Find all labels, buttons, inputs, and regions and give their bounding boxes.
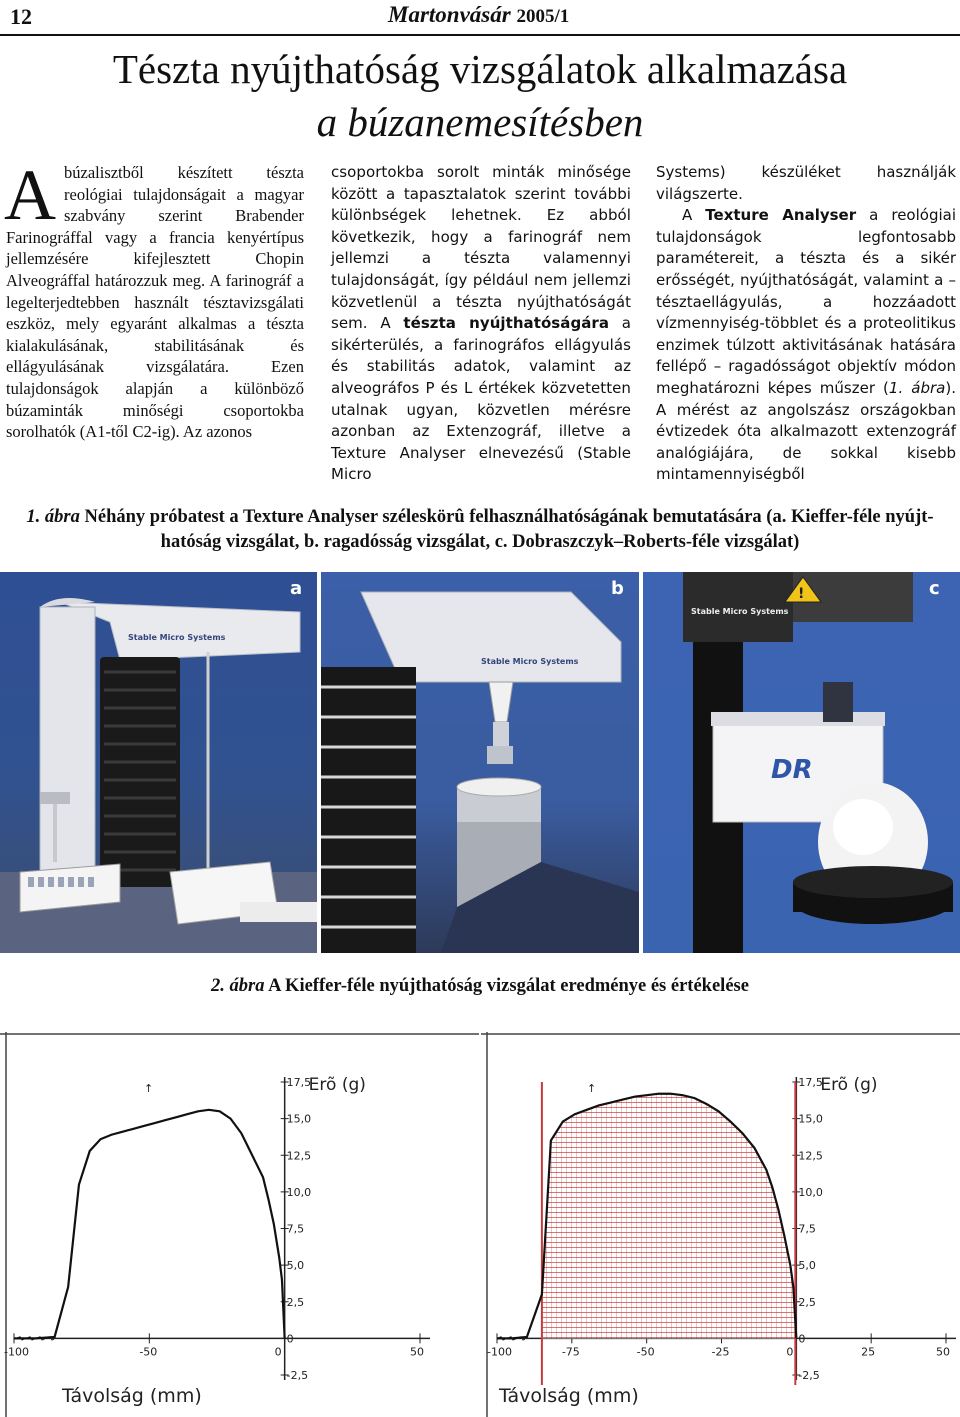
y-tick-label: 10,0 [798, 1185, 823, 1199]
col3-text-3: ). A mérést az angolszász országokban évtizedek óta alkalmazott extenzográf analógiájára, de sokkal kisebb mintamennyiségből [656, 378, 956, 484]
body-column-3 [656, 162, 956, 486]
chart-left-svg [0, 1032, 479, 1417]
chart-left [0, 1032, 479, 1417]
x-tick-label: -50 [139, 1345, 158, 1359]
y-axis-label: Erõ (g) [820, 1075, 878, 1095]
col3-paragraph-1: Systems) készüléket használják világszerte. [656, 163, 956, 203]
col2-text-1: csoportokba sorolt minták minősége között a tapasztalatok szerint további különbségek lehetnek. Ez abból következik, hogy a farinográf nem jellemzi a tészta valamennyi tulajdonságát, így például nem jellemzi közvetlenül a tészta nyújthatóságát sem. A [331, 163, 631, 333]
photo-a-label: a [290, 578, 303, 599]
article-title-line1: Tészta nyújthatóság vizsgálatok alkalmazása [112, 46, 848, 92]
x-tick-label: 50 [936, 1345, 950, 1359]
peak-marker: ↑ [587, 1082, 597, 1095]
col3-paragraph-2 [656, 205, 956, 486]
x-tick-label: 0 [786, 1345, 794, 1359]
photo-a-illustration [0, 572, 317, 953]
y-tick-label: 15,0 [798, 1112, 823, 1126]
y-tick-label: -2,5 [286, 1369, 309, 1382]
article-title-line2: a búzanemesítésben [316, 99, 644, 145]
x-tick-label: -50 [636, 1345, 655, 1359]
figure1-number: 1. ábra [26, 507, 80, 527]
col2-text-2: a sikérterülés, a farinográfos ellágyulás és stabilitás adatok, valamint az alveográfos P és L értékek közvetetten utalnak ugyan, közvetlen mérésre azonban az Extenzográf, illetve a Texture Analyser elnevezésű (Stable Micro [331, 314, 632, 484]
body-column-2 [331, 162, 631, 486]
figure1-caption [0, 505, 960, 555]
y-tick-label: 0 [286, 1332, 294, 1346]
x-tick-label: -25 [711, 1345, 730, 1359]
journal-title: Martonvásár [388, 2, 511, 27]
col2-bold-term: tészta nyújthatóságára [403, 314, 610, 333]
journal-issue: 2005/1 [516, 6, 570, 27]
figure2-caption-text: A Kieffer-féle nyújthatóság vizsgálat eredménye és értékelése [268, 976, 749, 996]
col3-figure-ref: 1. ábra [888, 378, 946, 397]
x-tick-label: 0 [274, 1345, 282, 1359]
col3-bold-term: Texture Analyser [705, 206, 857, 225]
page-number: 12 [10, 4, 32, 29]
y-tick-label: 0 [798, 1332, 806, 1346]
photo-a-device-text: Stable Micro Systems [128, 633, 226, 642]
x-axis-label: Távolság (mm) [499, 1385, 639, 1407]
photo-c-brand: DR [771, 755, 813, 785]
photo-b-label: b [611, 578, 624, 599]
chart-right-svg [481, 1032, 960, 1417]
y-tick-label: 12,5 [798, 1149, 823, 1163]
x-tick-label: 25 [861, 1345, 876, 1359]
y-tick-label: 2,5 [798, 1295, 816, 1309]
col3-text-1: A [682, 206, 706, 225]
col1-paragraph: búzalisztből készített tészta reológiai tulajdonságait a magyar szabvány szerint Brabender Farinográffal vagy a francia kenyértípus jellemzésére kifejlesztett Chopin Alveográffal határozzuk meg. A farinográf a legelterjedtebben használt tésztavizsgálati eszköz, mely egyaránt alkalmas a tészta kialakulásának, stabilitásának és ellágyulásának vizsgálatára. Ezen tulajdonságok alapján a különböző búzaminták minőségi csoportokba sorolhatók (A1-től C2-ig). Az azonos [6, 163, 304, 442]
y-tick-label: 17,5 [286, 1076, 312, 1089]
x-axis-label: Távolság (mm) [62, 1385, 202, 1407]
y-tick-label: 5,0 [286, 1259, 305, 1273]
chart-right [481, 1032, 960, 1417]
col3-text-2: a reológiai tulajdonságok legfontosabb paramétereit, a tészta és a sikér erősségét, nyújthatóságát, valamint a – tésztaellágyulás, a hozzáadott vízmennyiség-többlet és a proteolitikus enzimek túlzott aktivitásának hatására fellépő – ragadósságot objektív módon meghatározni képes műszer ( [656, 206, 957, 397]
dropcap: A [4, 155, 56, 235]
photo-a-kieffer-test [0, 572, 317, 953]
y-tick-label: 12,5 [286, 1149, 312, 1163]
y-tick-label: 15,0 [286, 1112, 312, 1126]
y-tick-label: 5,0 [798, 1259, 816, 1273]
chart-background [0, 1032, 479, 1417]
y-axis-label: Erõ (g) [308, 1075, 366, 1095]
figure1-caption-line1: Néhány próbatest a Texture Analyser széleskörû felhasználhatóságának bemutatására (a. Kieffer-féle nyújt- [84, 507, 934, 527]
photo-c-dobraszczyk-roberts-test [643, 572, 960, 953]
y-tick-label: 17,5 [798, 1076, 823, 1089]
peak-marker: ↑ [144, 1082, 154, 1095]
body-column-1 [4, 155, 304, 443]
y-tick-label: -2,5 [798, 1369, 820, 1382]
photo-c-label: c [929, 578, 940, 599]
x-tick-label: -100 [487, 1345, 512, 1359]
photo-c-illustration [643, 572, 960, 953]
x-tick-label: 50 [410, 1345, 424, 1359]
y-tick-label: 2,5 [286, 1295, 305, 1309]
photo-b-stickiness-test [321, 572, 639, 953]
x-tick-label: -75 [561, 1345, 580, 1359]
photo-b-illustration [321, 572, 639, 953]
svg-text:!: ! [798, 586, 805, 602]
photo-c-device-text: Stable Micro Systems [691, 607, 789, 616]
figure1-caption-line2: hatóság vizsgálat, b. ragadósság vizsgálat, c. Dobraszczyk–Roberts-féle vizsgálat) [160, 532, 800, 552]
figure2-caption [0, 974, 960, 999]
journal-name [388, 2, 569, 28]
header-rule [0, 34, 960, 36]
figure2-number: 2. ábra [211, 976, 265, 996]
y-tick-label: 7,5 [286, 1222, 305, 1236]
y-tick-label: 10,0 [286, 1185, 312, 1199]
y-tick-label: 7,5 [798, 1222, 816, 1236]
x-tick-label: -100 [4, 1345, 29, 1359]
photo-b-device-text: Stable Micro Systems [481, 657, 579, 666]
